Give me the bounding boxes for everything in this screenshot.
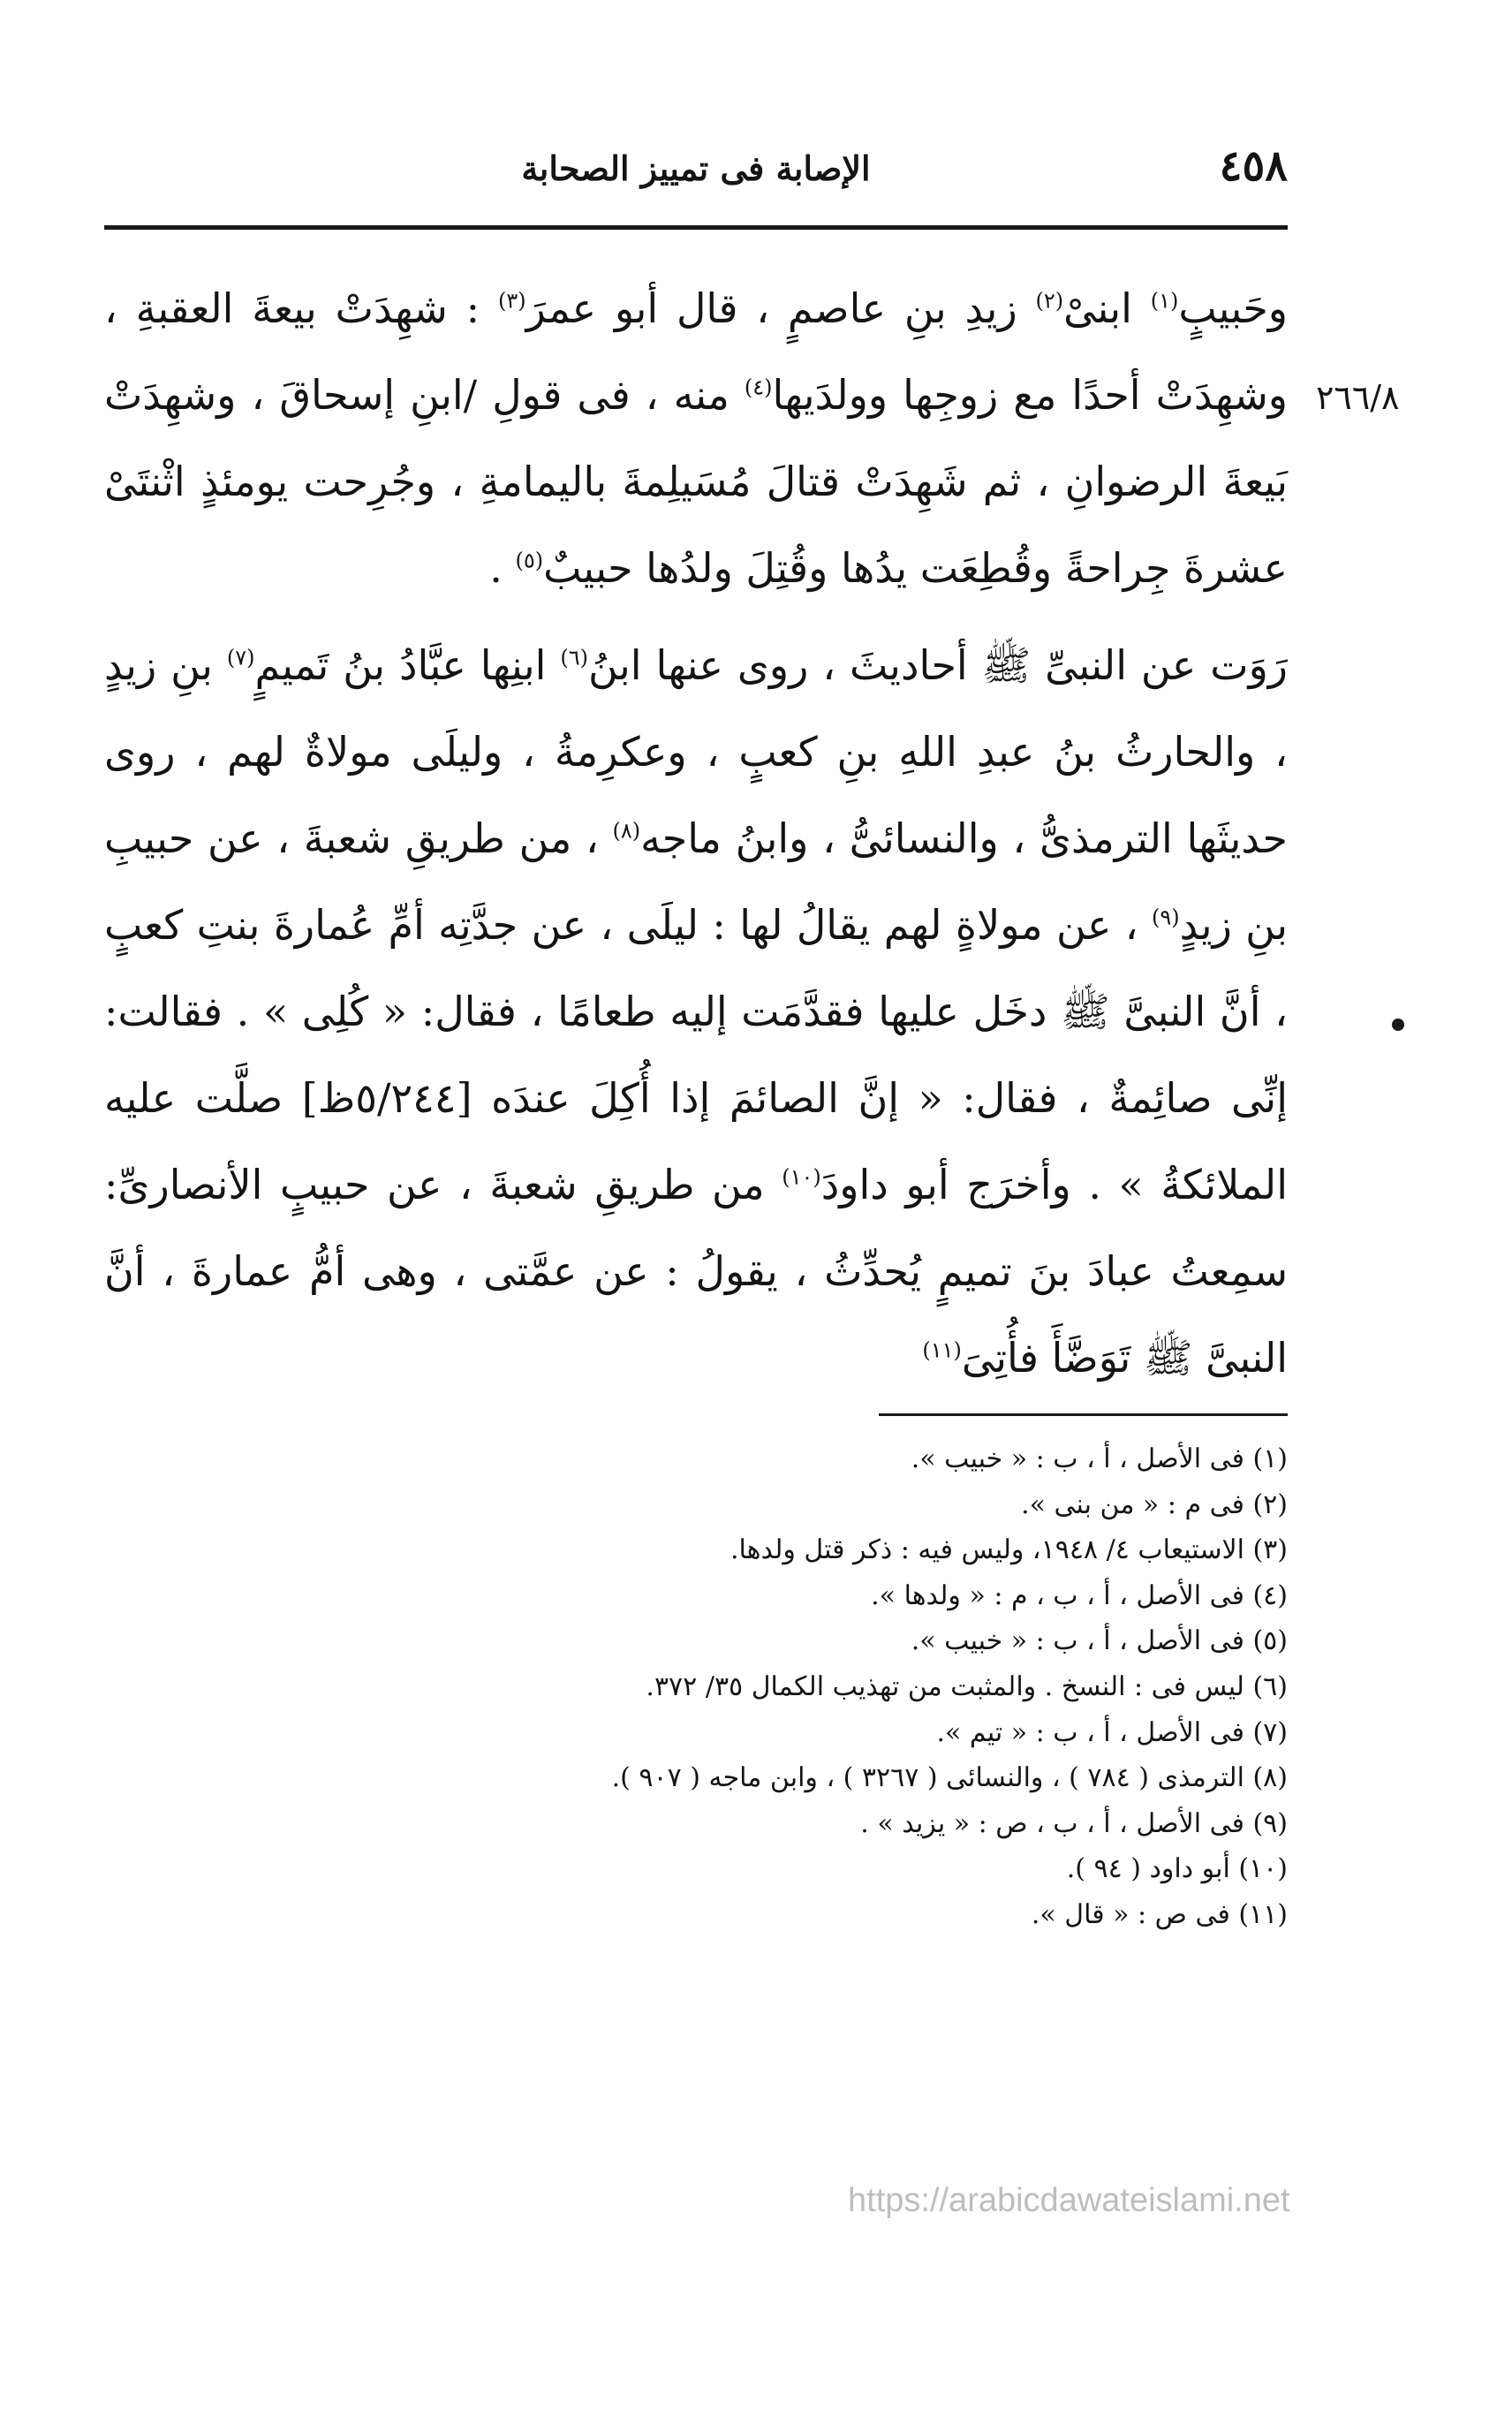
footnote-marker: (٣): [497, 288, 526, 314]
footnote: (٣) الاستيعاب ٤/ ١٩٤٨، وليس فيه : ذكر قتل ولدها.: [730, 1534, 1288, 1566]
footnote-marker: (١٠): [782, 1164, 821, 1190]
text-run: ، عن مولاةٍ لهم يقالُ لها : ليلَى ، عن جدَّتِه أمِّ عُمارةَ بنتِ كعبٍ ، أنَّ النبىَّ ﷺ دخَل عليها فقدَّمَت إليه طعامًا ، فقال: « كُلِى » . فقالت: إنِّى صائِمةٌ ، فقال: « إنَّ الصائمَ إذا أُكِلَ عندَه [٥/٢٤٤ظ] صلَّت عليه الملائكةُ » . وأخرَج أبو داودَ: [104, 901, 1288, 1208]
footnote-marker: (٧): [226, 645, 255, 670]
footnote: (١) فى الأصل ، أ ، ب : « خبيب ».: [911, 1443, 1288, 1474]
footnote-marker: (٥): [515, 548, 544, 573]
footnote-marker: (٨): [612, 818, 641, 844]
footnote-marker: (٦): [560, 645, 588, 670]
footnote: (١١) فى ص : « قال ».: [1031, 1898, 1288, 1930]
header-rule: [104, 225, 1288, 230]
paragraph-2: [104, 622, 1288, 1401]
running-title: الإصابة فى تمييز الصحابة: [521, 148, 871, 188]
text-run: منه ، فى قولِ /ابنِ إسحاقَ ، وشهِدَتْ بَيعةَ الرضوانِ ، ثم شَهِدَتْ قتالَ مُسَيلِمةَ باليمامةِ ، وجُرِحت يومئذٍ اثْنتَىْ عشرةَ جِراحةً وقُطِعَت يدُها وقُتِلَ ولدُها حبيبٌ: [104, 371, 1288, 592]
footnote-marker: (١١): [922, 1337, 962, 1363]
text-run: بنِ زيدٍ ، والحارثُ بنُ عبدِ اللهِ بنِ كعبٍ ، وعكرِمةُ ، وليلَى مولاةٌ لهم ، روى حديثَها الترمذىُّ ، والنسائىُّ ، وابنُ ماجه: [104, 641, 1288, 862]
footnote-marker: (١): [1150, 288, 1179, 314]
footnote: (١٠) أبو داود ( ٩٤ ).: [1066, 1853, 1288, 1885]
text-run: من طريقِ شعبةَ ، عن حبيبٍ الأنصارىِّ: سمِعتُ عبادَ بنَ تميمٍ يُحدِّثُ ، يقولُ : عن عمَّتى ، وهى أمُّ عمارةَ ، أنَّ النبىَّ ﷺ تَوَضَّأَ فأُتِىَ: [104, 1161, 1288, 1382]
footnote: (٧) فى الأصل ، أ ، ب : « تيم ».: [936, 1716, 1288, 1748]
text-run: رَوَت عن النبىِّ ﷺ أحاديثَ ، روى عنها ابنُ: [587, 641, 1288, 689]
footnote: (٨) الترمذى ( ٧٨٤ ) ، والنسائى ( ٣٢٦٧ ) ، وابن ماجه ( ٩٠٧ ).: [611, 1762, 1288, 1794]
footnote: (٥) فى الأصل ، أ ، ب : « خبيب ».: [911, 1625, 1288, 1657]
footnote: (٤) فى الأصل ، أ ، ب ، م : « ولدها ».: [871, 1579, 1288, 1611]
page-header: [104, 133, 1288, 216]
margin-dot: [1392, 1019, 1404, 1031]
footnote: (٢) فى م : « من بنى ».: [1021, 1488, 1288, 1520]
text-run: وحَبيبٍ: [1178, 284, 1288, 332]
footnotes: [265, 1436, 1288, 1938]
footnote-marker: (٩): [1152, 905, 1180, 930]
footnote-separator: [879, 1413, 1288, 1416]
paragraph-1: [104, 265, 1288, 611]
text-run: ابنِها عبَّادُ بنُ تَميمٍ: [254, 641, 561, 689]
footnote: (٩) فى الأصل ، أ ، ب ، ص : « يزيد » .: [860, 1807, 1288, 1839]
text-run: ابنىْ: [1063, 284, 1151, 332]
text-run: ، من طريقِ شعبةَ ، عن حبيبِ بنِ زيدٍ: [104, 814, 1288, 949]
footnote-marker: (٤): [744, 375, 773, 400]
footnote-marker: (٢): [1035, 288, 1064, 314]
watermark-url: https://arabicdawateislami.net: [848, 2182, 1290, 2219]
text-run: .: [489, 544, 516, 592]
main-text: [104, 265, 1288, 1401]
page-number: ٤٥٨: [1219, 141, 1288, 191]
margin-volume-page-ref: ٢٦٦/٨: [1316, 378, 1400, 417]
footnote: (٦) ليس فى : النسخ . والمثبت من تهذيب الكمال ٣٥/ ٣٧٢.: [646, 1670, 1288, 1702]
text-run: : شهِدَتْ بيعةَ العقبةِ ، وشهِدَتْ أحدًا مع زوجِها وولدَيها: [104, 284, 1288, 419]
text-run: زيدِ بنِ عاصمٍ ، قال أبو عمرَ: [525, 284, 1036, 332]
